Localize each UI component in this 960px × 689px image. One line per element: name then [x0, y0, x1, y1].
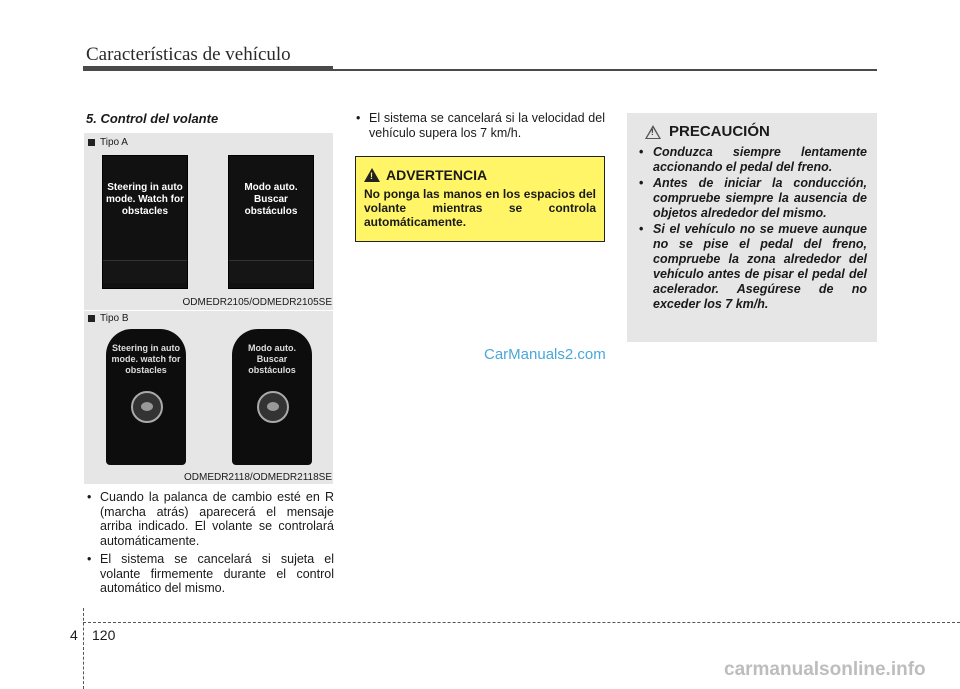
header-rule-thin — [333, 69, 877, 71]
figure-b-code: ODMEDR2118/ODMEDR2118SE — [183, 472, 332, 483]
figure-b-label-text: Tipo B — [100, 313, 129, 324]
display-screen-en — [102, 155, 188, 289]
cluster-message-en: Steering in auto mode. watch for obstacles — [111, 343, 181, 375]
warning-text: No ponga las manos en los espacios del volante mientras se controla automáticamente. — [364, 187, 596, 229]
figure-a-code: ODMEDR2105/ODMEDR2105SE — [182, 297, 332, 308]
figure-b-label — [88, 313, 129, 324]
header-rule-thick — [83, 66, 333, 71]
figure-a-label — [88, 137, 128, 148]
display-status-strip — [103, 260, 187, 283]
cluster-display-es — [232, 329, 312, 465]
warning-title — [364, 167, 596, 183]
figure-a-label-text: Tipo A — [100, 137, 128, 148]
caution-triangle-icon: ! — [645, 125, 661, 139]
display-screen-es — [228, 155, 314, 289]
list-item: • El sistema se cancelará si la velocidad del vehículo supera los 7 km/h. — [355, 111, 605, 140]
mid-bullet-list — [355, 111, 605, 144]
caution-list — [637, 145, 867, 312]
warning-triangle-icon: ! — [364, 168, 380, 182]
warning-title-text: ADVERTENCIA — [386, 167, 488, 183]
list-item: • Si el vehículo no se mueve aunque no se pise el pedal del freno, compruebe la zona alrededor del vehículo antes de pisar el pedal del acelerador. Asegúrese de no exceder los 7 km/h. — [637, 222, 867, 312]
display-message-es: Modo auto. Buscar obstáculos — [244, 182, 298, 217]
display-status-strip — [229, 260, 313, 283]
footer-site-link[interactable]: carmanualsonline.info — [724, 659, 926, 680]
square-bullet-icon — [88, 139, 95, 146]
steering-wheel-icon — [257, 391, 289, 423]
list-item: • Antes de iniciar la conducción, compruebe siempre la ausencia de objetos alrededor del mismo. — [637, 176, 867, 221]
footer-divider — [83, 622, 960, 624]
warning-box — [355, 156, 605, 242]
steering-wheel-icon — [131, 391, 163, 423]
figure-type-a — [84, 133, 333, 310]
figure-type-b — [84, 311, 333, 484]
caution-box — [627, 113, 877, 342]
caution-title-text: PRECAUCIÓN — [669, 123, 770, 140]
footer-vertical-divider — [83, 608, 85, 689]
list-item: • El sistema se cancelará si sujeta el volante firmemente durante el control automático del mismo. — [86, 552, 334, 596]
square-bullet-icon — [88, 315, 95, 322]
watermark-link[interactable]: CarManuals2.com — [484, 346, 606, 363]
chapter-number: 4 — [70, 627, 78, 643]
display-message-en: Steering in auto mode. Watch for obstacles — [106, 182, 184, 217]
body-bullet-list — [86, 490, 334, 600]
list-item: • Conduzca siempre lentamente accionando el pedal del freno. — [637, 145, 867, 175]
cluster-display-en — [106, 329, 186, 465]
header-title: Características de vehículo — [86, 44, 291, 65]
cluster-message-es: Modo auto. Buscar obstáculos — [248, 343, 296, 375]
section-title: 5. Control del volante — [86, 111, 219, 126]
list-item: • Cuando la palanca de cambio esté en R (marcha atrás) aparecerá el mensaje arriba indicado. El volante se controlará automáticamente. — [86, 490, 334, 548]
page-number: 120 — [92, 627, 116, 643]
caution-title — [645, 123, 867, 140]
